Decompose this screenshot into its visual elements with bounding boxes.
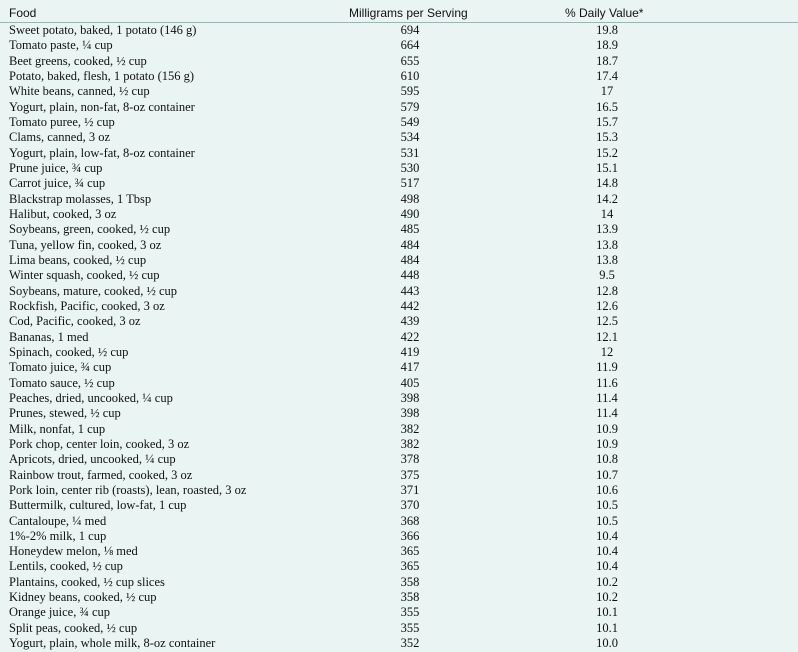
cell-food: Orange juice, ¾ cup: [9, 605, 111, 620]
table-row: [0, 84, 798, 99]
cell-daily-value: 16.5: [596, 99, 618, 114]
table-row: [0, 207, 798, 222]
cell-milligrams: 530: [400, 160, 420, 175]
cell-daily-value: 10.8: [596, 452, 618, 467]
cell-daily-value: 15.7: [596, 114, 618, 129]
cell-milligrams: 549: [400, 114, 420, 129]
cell-daily-value: 11.9: [596, 360, 618, 375]
cell-daily-value: 15.1: [596, 160, 618, 175]
cell-milligrams: 610: [400, 68, 420, 83]
table-row: [0, 146, 798, 161]
cell-milligrams: 417: [400, 360, 420, 375]
table-row: [0, 192, 798, 207]
cell-daily-value: 15.3: [596, 130, 618, 145]
cell-food: Blackstrap molasses, 1 Tbsp: [9, 191, 152, 206]
cell-food: Honeydew melon, ⅛ med: [9, 544, 138, 559]
cell-milligrams: 439: [400, 314, 420, 329]
cell-food: Yogurt, plain, whole milk, 8-oz container: [9, 636, 216, 651]
table-row: [0, 452, 798, 467]
cell-daily-value: 12.1: [596, 329, 618, 344]
table-row: [0, 330, 798, 345]
cell-food: Prunes, stewed, ½ cup: [9, 406, 121, 421]
cell-milligrams: 355: [400, 620, 420, 635]
cell-daily-value: 10.6: [596, 482, 618, 497]
cell-daily-value: 10.9: [596, 421, 618, 436]
cell-daily-value: 10.4: [596, 528, 618, 543]
table-row: [0, 100, 798, 115]
cell-milligrams: 579: [400, 99, 420, 114]
cell-milligrams: 694: [400, 23, 420, 37]
cell-milligrams: 534: [400, 130, 420, 145]
table-row: [0, 391, 798, 406]
cell-food: Buttermilk, cultured, low-fat, 1 cup: [9, 498, 187, 513]
cell-milligrams: 375: [400, 467, 420, 482]
table-row: [0, 345, 798, 360]
cell-food: Pork chop, center loin, cooked, 3 oz: [9, 436, 190, 451]
cell-food: Apricots, dried, uncooked, ¼ cup: [9, 452, 176, 467]
cell-daily-value: 14.2: [596, 191, 618, 206]
cell-milligrams: 485: [400, 222, 420, 237]
cell-milligrams: 448: [400, 268, 420, 283]
table-row: [0, 514, 798, 529]
cell-daily-value: 10.2: [596, 574, 618, 589]
cell-milligrams: 405: [400, 375, 420, 390]
cell-milligrams: 490: [400, 206, 420, 221]
cell-daily-value: 10.2: [596, 590, 618, 605]
table-row: [0, 130, 798, 145]
cell-food: Pork loin, center rib (roasts), lean, roasted, 3 oz: [9, 482, 247, 497]
table-row: [0, 376, 798, 391]
cell-food: Spinach, cooked, ½ cup: [9, 344, 129, 359]
table-row: [0, 544, 798, 559]
cell-food: Tuna, yellow fin, cooked, 3 oz: [9, 237, 162, 252]
cell-food: Tomato puree, ½ cup: [9, 114, 115, 129]
table-row: [0, 605, 798, 620]
cell-food: Prune juice, ¾ cup: [9, 160, 103, 175]
table-row: [0, 529, 798, 544]
cell-daily-value: 13.8: [596, 252, 618, 267]
cell-food: Rockfish, Pacific, cooked, 3 oz: [9, 298, 165, 313]
cell-daily-value: 12.6: [596, 298, 618, 313]
table-row: [0, 468, 798, 483]
cell-daily-value: 11.4: [596, 390, 618, 405]
cell-milligrams: 382: [400, 436, 420, 451]
cell-daily-value: 11.4: [596, 406, 618, 421]
cell-food: Kidney beans, cooked, ½ cup: [9, 590, 157, 605]
table-row: [0, 176, 798, 191]
cell-daily-value: 9.5: [599, 268, 615, 283]
table-header-row: [0, 0, 798, 23]
table-row: [0, 69, 798, 84]
cell-daily-value: 10.4: [596, 559, 618, 574]
cell-daily-value: 10.1: [596, 605, 618, 620]
cell-food: Plantains, cooked, ½ cup slices: [9, 574, 165, 589]
cell-milligrams: 664: [400, 38, 420, 53]
table-row: [0, 54, 798, 69]
cell-milligrams: 419: [400, 344, 420, 359]
cell-daily-value: 17: [600, 84, 614, 99]
cell-daily-value: 19.8: [596, 23, 618, 37]
cell-milligrams: 358: [400, 590, 420, 605]
table-row: [0, 498, 798, 513]
cell-food: Yogurt, plain, low-fat, 8-oz container: [9, 145, 195, 160]
cell-food: Soybeans, mature, cooked, ½ cup: [9, 283, 178, 298]
cell-milligrams: 398: [400, 406, 420, 421]
table-row: [0, 483, 798, 498]
table-row: [0, 268, 798, 283]
cell-daily-value: 10.4: [596, 544, 618, 559]
cell-food: Winter squash, cooked, ½ cup: [9, 268, 160, 283]
table-row: [0, 422, 798, 437]
cell-daily-value: 10.7: [596, 467, 618, 482]
cell-food: White beans, canned, ½ cup: [9, 84, 150, 99]
cell-food: 1%-2% milk, 1 cup: [9, 528, 107, 543]
cell-food: Bananas, 1 med: [9, 329, 89, 344]
table-row: [0, 161, 798, 176]
cell-milligrams: 655: [400, 53, 420, 68]
table-row: [0, 575, 798, 590]
cell-milligrams: 366: [400, 528, 420, 543]
cell-milligrams: 498: [400, 191, 420, 206]
cell-food: Rainbow trout, farmed, cooked, 3 oz: [9, 467, 193, 482]
table-row: [0, 299, 798, 314]
cell-milligrams: 443: [400, 283, 420, 298]
cell-daily-value: 10.0: [596, 636, 618, 651]
cell-food: Cod, Pacific, cooked, 3 oz: [9, 314, 141, 329]
cell-food: Split peas, cooked, ½ cup: [9, 620, 138, 635]
cell-daily-value: 10.5: [596, 513, 618, 528]
cell-milligrams: 378: [400, 452, 420, 467]
cell-food: Carrot juice, ¾ cup: [9, 176, 106, 191]
cell-food: Potato, baked, flesh, 1 potato (156 g): [9, 68, 195, 83]
table-row: [0, 406, 798, 421]
cell-milligrams: 370: [400, 498, 420, 513]
cell-food: Yogurt, plain, non-fat, 8-oz container: [9, 99, 195, 114]
table-row: [0, 621, 798, 636]
cell-daily-value: 12.5: [596, 314, 618, 329]
cell-food: Beet greens, cooked, ½ cup: [9, 53, 147, 68]
cell-milligrams: 595: [400, 84, 420, 99]
cell-milligrams: 355: [400, 605, 420, 620]
cell-daily-value: 12.8: [596, 283, 618, 298]
cell-milligrams: 371: [400, 482, 420, 497]
cell-daily-value: 13.9: [596, 222, 618, 237]
cell-milligrams: 382: [400, 421, 420, 436]
cell-food: Tomato paste, ¼ cup: [9, 38, 113, 53]
cell-daily-value: 14.8: [596, 176, 618, 191]
cell-food: Cantaloupe, ¼ med: [9, 513, 107, 528]
cell-milligrams: 422: [400, 329, 420, 344]
header-daily-value: % Daily Value*: [565, 6, 644, 20]
cell-milligrams: 484: [400, 237, 420, 252]
table-row: [0, 636, 798, 651]
cell-milligrams: 358: [400, 574, 420, 589]
cell-daily-value: 15.2: [596, 145, 618, 160]
table-row: [0, 314, 798, 329]
table-row: [0, 222, 798, 237]
cell-milligrams: 365: [400, 559, 420, 574]
table-body: [0, 23, 798, 651]
cell-milligrams: 398: [400, 390, 420, 405]
header-food: Food: [9, 6, 37, 20]
header-milligrams-per-serving: Milligrams per Serving: [349, 6, 468, 20]
cell-daily-value: 14: [600, 206, 614, 221]
table-row: [0, 23, 798, 38]
table-row: [0, 360, 798, 375]
cell-food: Sweet potato, baked, 1 potato (146 g): [9, 23, 197, 37]
cell-milligrams: 531: [400, 145, 420, 160]
cell-daily-value: 12: [600, 344, 614, 359]
cell-milligrams: 365: [400, 544, 420, 559]
table-row: [0, 115, 798, 130]
cell-food: Tomato juice, ¾ cup: [9, 360, 112, 375]
cell-food: Lentils, cooked, ½ cup: [9, 559, 123, 574]
table-row: [0, 284, 798, 299]
cell-milligrams: 517: [400, 176, 420, 191]
cell-milligrams: 368: [400, 513, 420, 528]
cell-milligrams: 484: [400, 252, 420, 267]
cell-food: Tomato sauce, ½ cup: [9, 375, 115, 390]
cell-daily-value: 10.1: [596, 620, 618, 635]
table-row: [0, 559, 798, 574]
cell-daily-value: 13.8: [596, 237, 618, 252]
cell-food: Milk, nonfat, 1 cup: [9, 421, 106, 436]
cell-food: Peaches, dried, uncooked, ¼ cup: [9, 390, 173, 405]
table-row: [0, 238, 798, 253]
cell-daily-value: 11.6: [596, 375, 618, 390]
table-row: [0, 590, 798, 605]
table-row: [0, 253, 798, 268]
cell-daily-value: 18.9: [596, 38, 618, 53]
cell-milligrams: 442: [400, 298, 420, 313]
table-row: [0, 437, 798, 452]
cell-daily-value: 17.4: [596, 68, 618, 83]
cell-daily-value: 10.9: [596, 436, 618, 451]
cell-food: Soybeans, green, cooked, ½ cup: [9, 222, 171, 237]
table-row: [0, 38, 798, 53]
cell-milligrams: 352: [400, 636, 420, 651]
cell-food: Clams, canned, 3 oz: [9, 130, 111, 145]
cell-food: Halibut, cooked, 3 oz: [9, 206, 117, 221]
cell-food: Lima beans, cooked, ½ cup: [9, 252, 147, 267]
cell-daily-value: 18.7: [596, 53, 618, 68]
cell-daily-value: 10.5: [596, 498, 618, 513]
